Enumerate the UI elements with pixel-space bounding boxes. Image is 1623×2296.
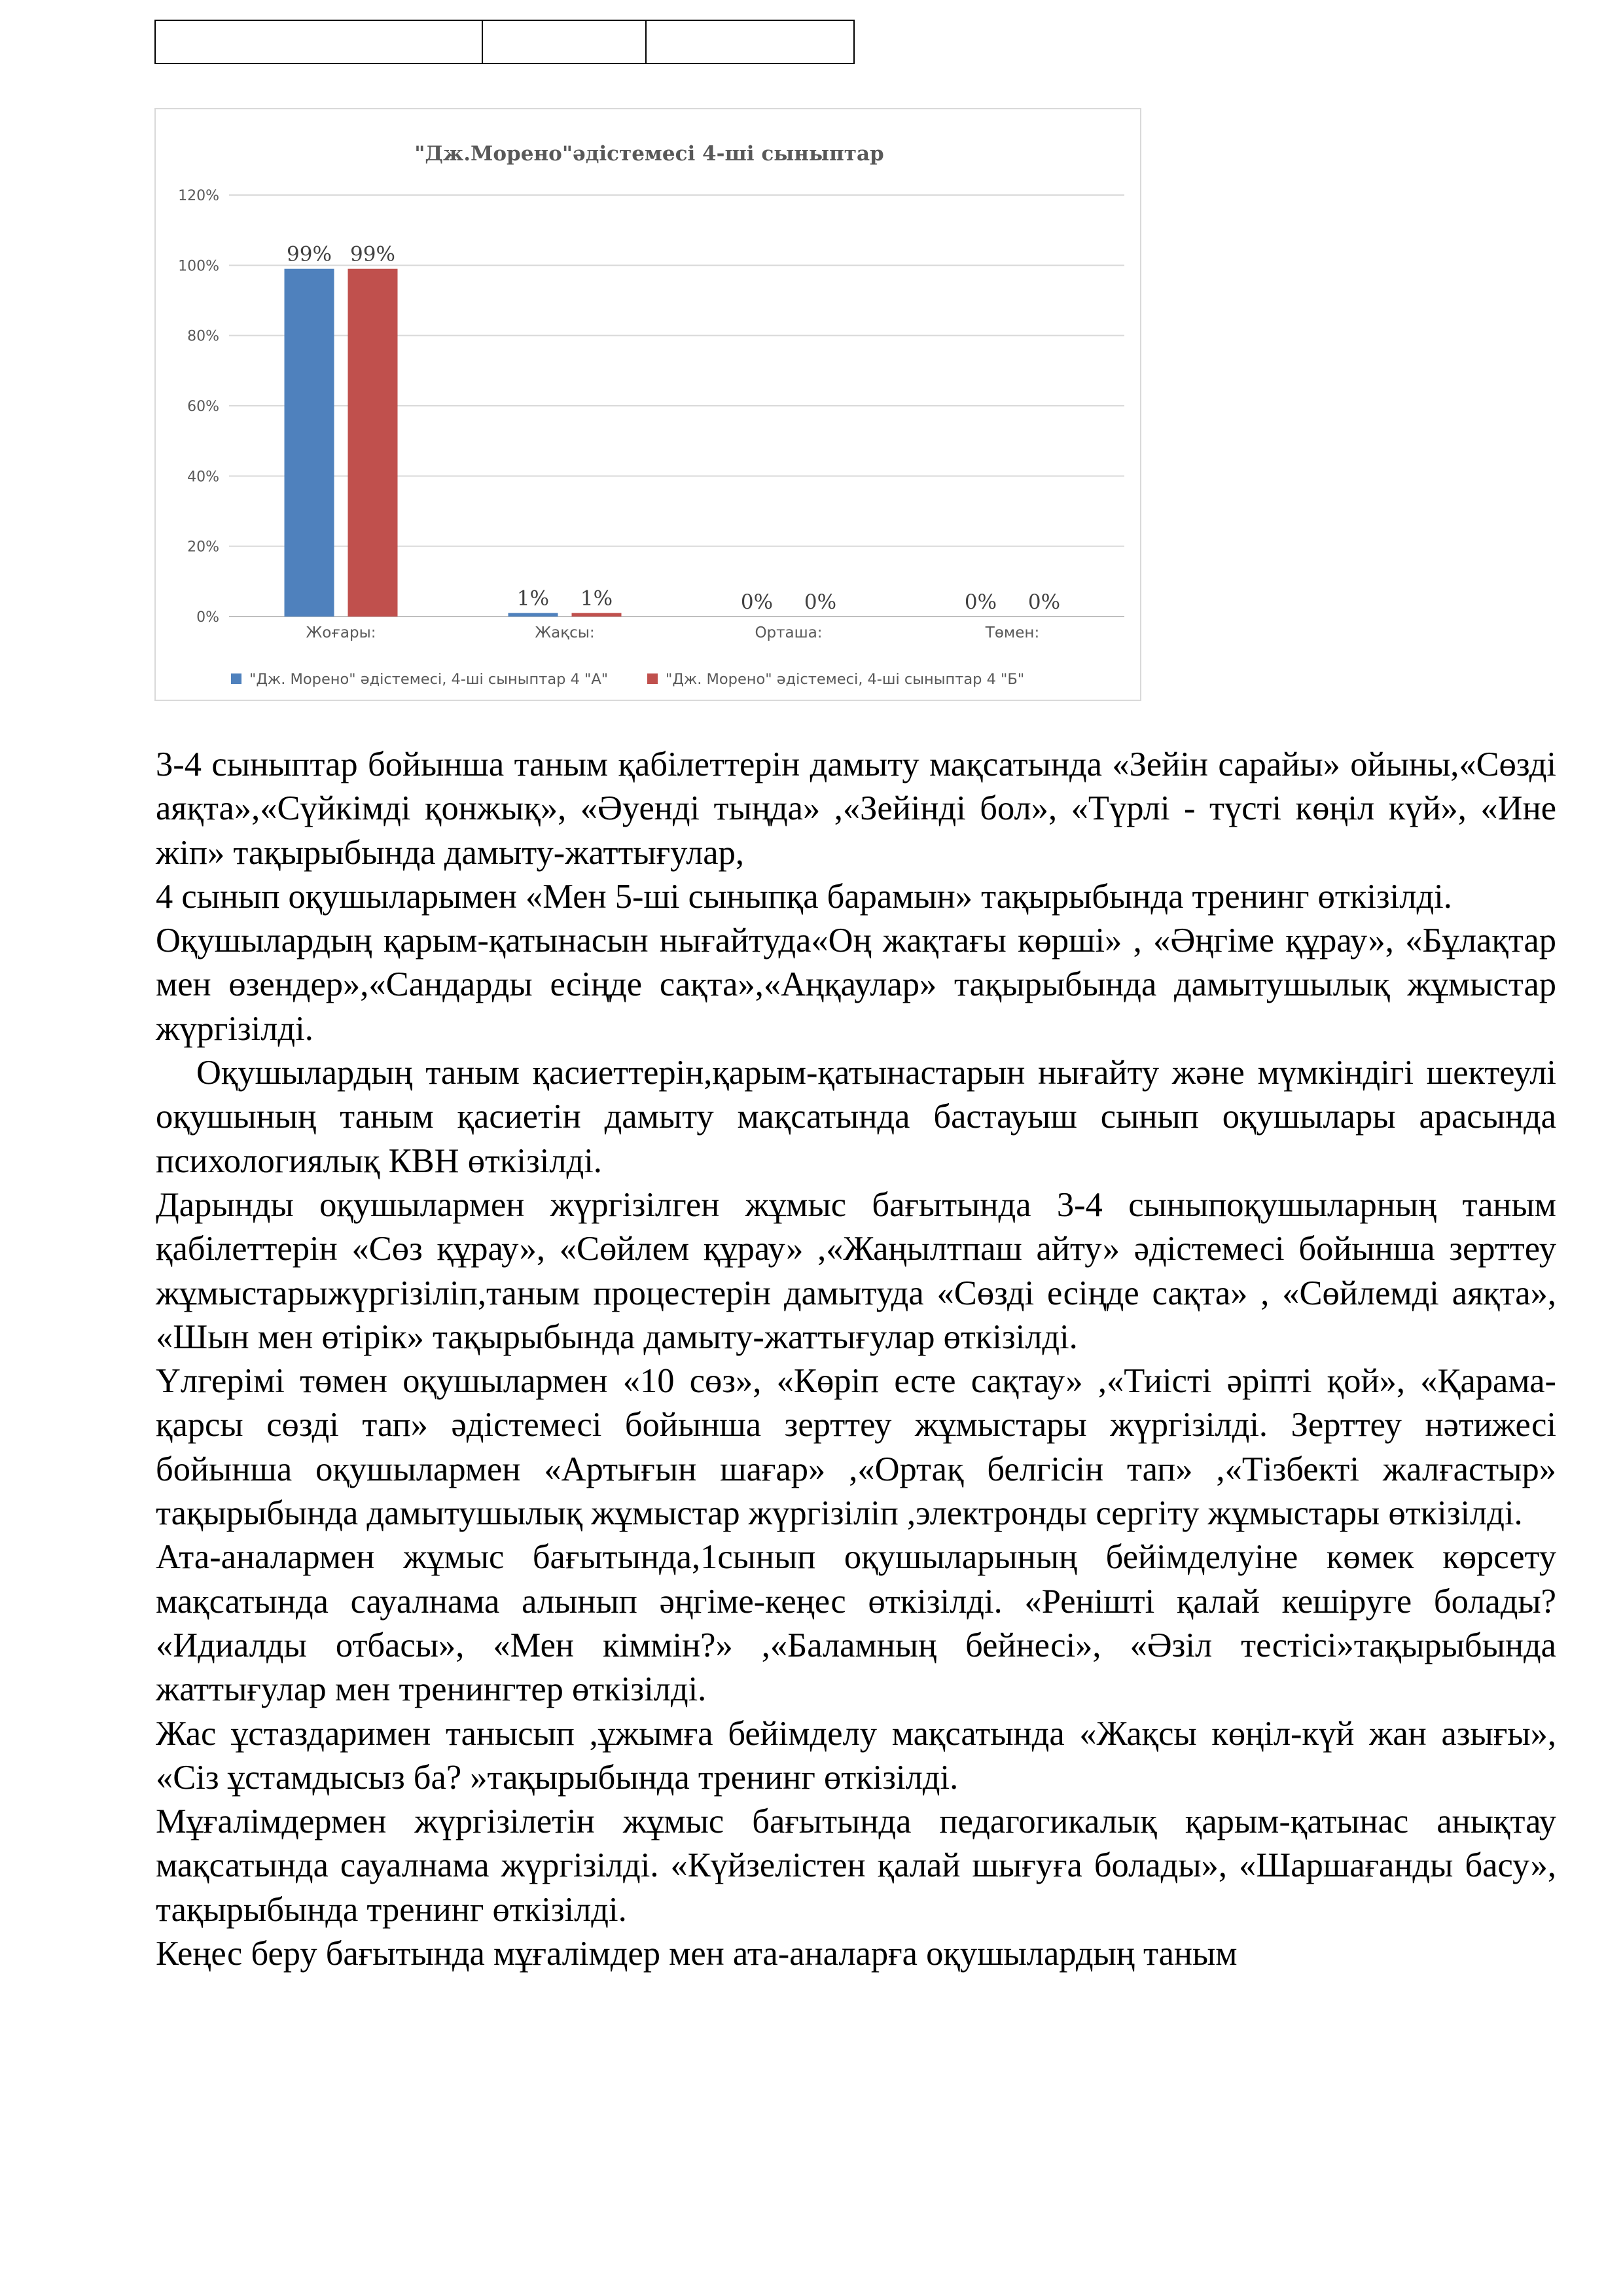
paragraph-10: Кеңес беру бағытында мұғалімдер мен ата-аналарға оқушылардың таным — [156, 1935, 1238, 1973]
top-table — [154, 20, 855, 64]
data-label: 0% — [1027, 590, 1061, 614]
paragraph-7: Ата-аналармен жұмыс бағытында,1сынып оқушыларының бейімделуіне көмек көрсету мақсатында сауалнама алынып әңгіме-кеңес өткізілді. «Ренішті қалай кешіруге болады? «Идиалды отбасы», «Мен кіммін?» ,«Баламның бейнесі», «Әзіл тестісі»тақырыбында жаттығулар мен тренингтер өткізілді. — [156, 1538, 1556, 1709]
paragraph-6: Үлгерімі төмен оқушылармен «10 сөз», «Көріп есте сақтау» ,«Тиісті әріпті қой», «Қарама-қарсы сөзді тап» әдістемесі бойынша зерттеу жұмыстары жүргізілді. Зерттеу нәтижесі бойынша оқушылармен «Артығын шағар» ,«Ортақ белгісін тап» ,«Тізбекті жалғастыр» тақырыбында дамытушылық жұмыстар жүргізіліп ,электронды сергіту жұмыстары өткізілді. — [156, 1362, 1556, 1533]
paragraph-9: Мұғалімдермен жүргізілетін жұмыс бағытында педагогикалық қарым-қатынас анықтау мақсатында сауалнама жүргізілді. «Күйзелістен қалай шығуға болады», «Шаршағанды басу», тақырыбында тренинг өткізілді. — [156, 1803, 1556, 1929]
y-tick-label: 20% — [187, 539, 219, 556]
legend-label: "Дж. Морено" әдістемесі, 4-ші сыныптар 4 "Б" — [666, 671, 1025, 688]
paragraph-5: Дарынды оқушылармен жүргізілген жұмыс бағытында 3-4 сыныпоқушыларның таным қабілеттерін «Сөз құрау», «Сөйлем құрау» ,«Жаңылтпаш айту» әдістемесі бойынша зерттеу жұмыстарыжүргізіліп,таным процестерін дамытуда «Сөзді есіңде сақта» , «Сөйлемді аяқта», «Шын мен өтірік» тақырыбында дамыту-жаттығулар өткізілді. — [156, 1185, 1556, 1356]
x-tick-label: Жақсы: — [535, 624, 595, 641]
bar-chart — [156, 109, 1143, 702]
data-label: 99% — [350, 242, 395, 266]
paragraph-1: 3-4 сыныптар бойынша таным қабілеттерін дамыту мақсатында «Зейін сарайы» ойыны,«Сөзді аяқта»,«Сүйкімді қонжық», «Әуенді тыңда» ,«Зейінді бол», «Түрлі - түсті көңіл күй», «Ине жіп» тақырыбында дамыту-жаттығулар, — [156, 745, 1556, 872]
paragraph-3: Оқушылардың қарым-қатынасын нығайтуда«Оң жақтағы көрші» , «Әңгіме құрау», «Бұлақтар мен өзендер»,«Сандарды есіңде сақта»,«Аңқаулар» тақырыбында дамытушылық жұмыстар жүргізілді. — [156, 922, 1556, 1048]
legend-swatch — [647, 673, 658, 684]
y-tick-label: 60% — [187, 399, 219, 415]
data-label: 99% — [287, 242, 332, 266]
data-label: 0% — [804, 590, 837, 614]
table-cell — [482, 20, 646, 63]
bar — [508, 613, 558, 617]
legend-swatch — [231, 673, 241, 684]
data-label: 1% — [516, 586, 550, 611]
paragraph-4: Оқушылардың таным қасиеттерін,қарым-қатынастарын нығайту және мүмкіндігі шектеулі оқушының таным қасиетін дамыту мақсатында бастауыш сынып оқушылары арасында психологиялық КВН өткізілді. — [156, 1054, 1556, 1180]
body-text — [156, 743, 1556, 1976]
paragraph-8: Жас ұстаздаримен танысып ,ұжымға бейімделу мақсатында «Жақсы көңіл-күй жан азығы», «Сіз ұстамдысыз ба? »тақырыбында тренинг өткізілді. — [156, 1714, 1556, 1797]
y-tick-label: 0% — [196, 609, 219, 626]
chart — [154, 108, 1141, 701]
x-tick-label: Төмен: — [985, 624, 1040, 641]
legend-label: "Дж. Морено" әдістемесі, 4-ші сыныптар 4 "А" — [249, 671, 609, 688]
data-label: 1% — [580, 586, 613, 611]
table-cell — [155, 20, 482, 63]
data-label: 0% — [964, 590, 997, 614]
bar — [572, 613, 622, 617]
bar — [285, 269, 334, 617]
y-tick-label: 100% — [178, 258, 219, 275]
chart-title: "Дж.Морено"әдістемесі 4-ші сыныптар — [414, 142, 884, 166]
data-label: 0% — [740, 590, 774, 614]
x-tick-label: Жоғары: — [306, 624, 376, 641]
y-tick-label: 80% — [187, 328, 219, 345]
y-tick-label: 40% — [187, 469, 219, 486]
x-tick-label: Орташа: — [755, 624, 823, 641]
bar — [348, 269, 398, 617]
table-cell — [646, 20, 854, 63]
paragraph-2: 4 сынып оқушыларымен «Мен 5-ші сыныпқа барамын» тақырыбында тренинг өткізілді. — [156, 877, 1452, 916]
y-tick-label: 120% — [178, 188, 219, 204]
